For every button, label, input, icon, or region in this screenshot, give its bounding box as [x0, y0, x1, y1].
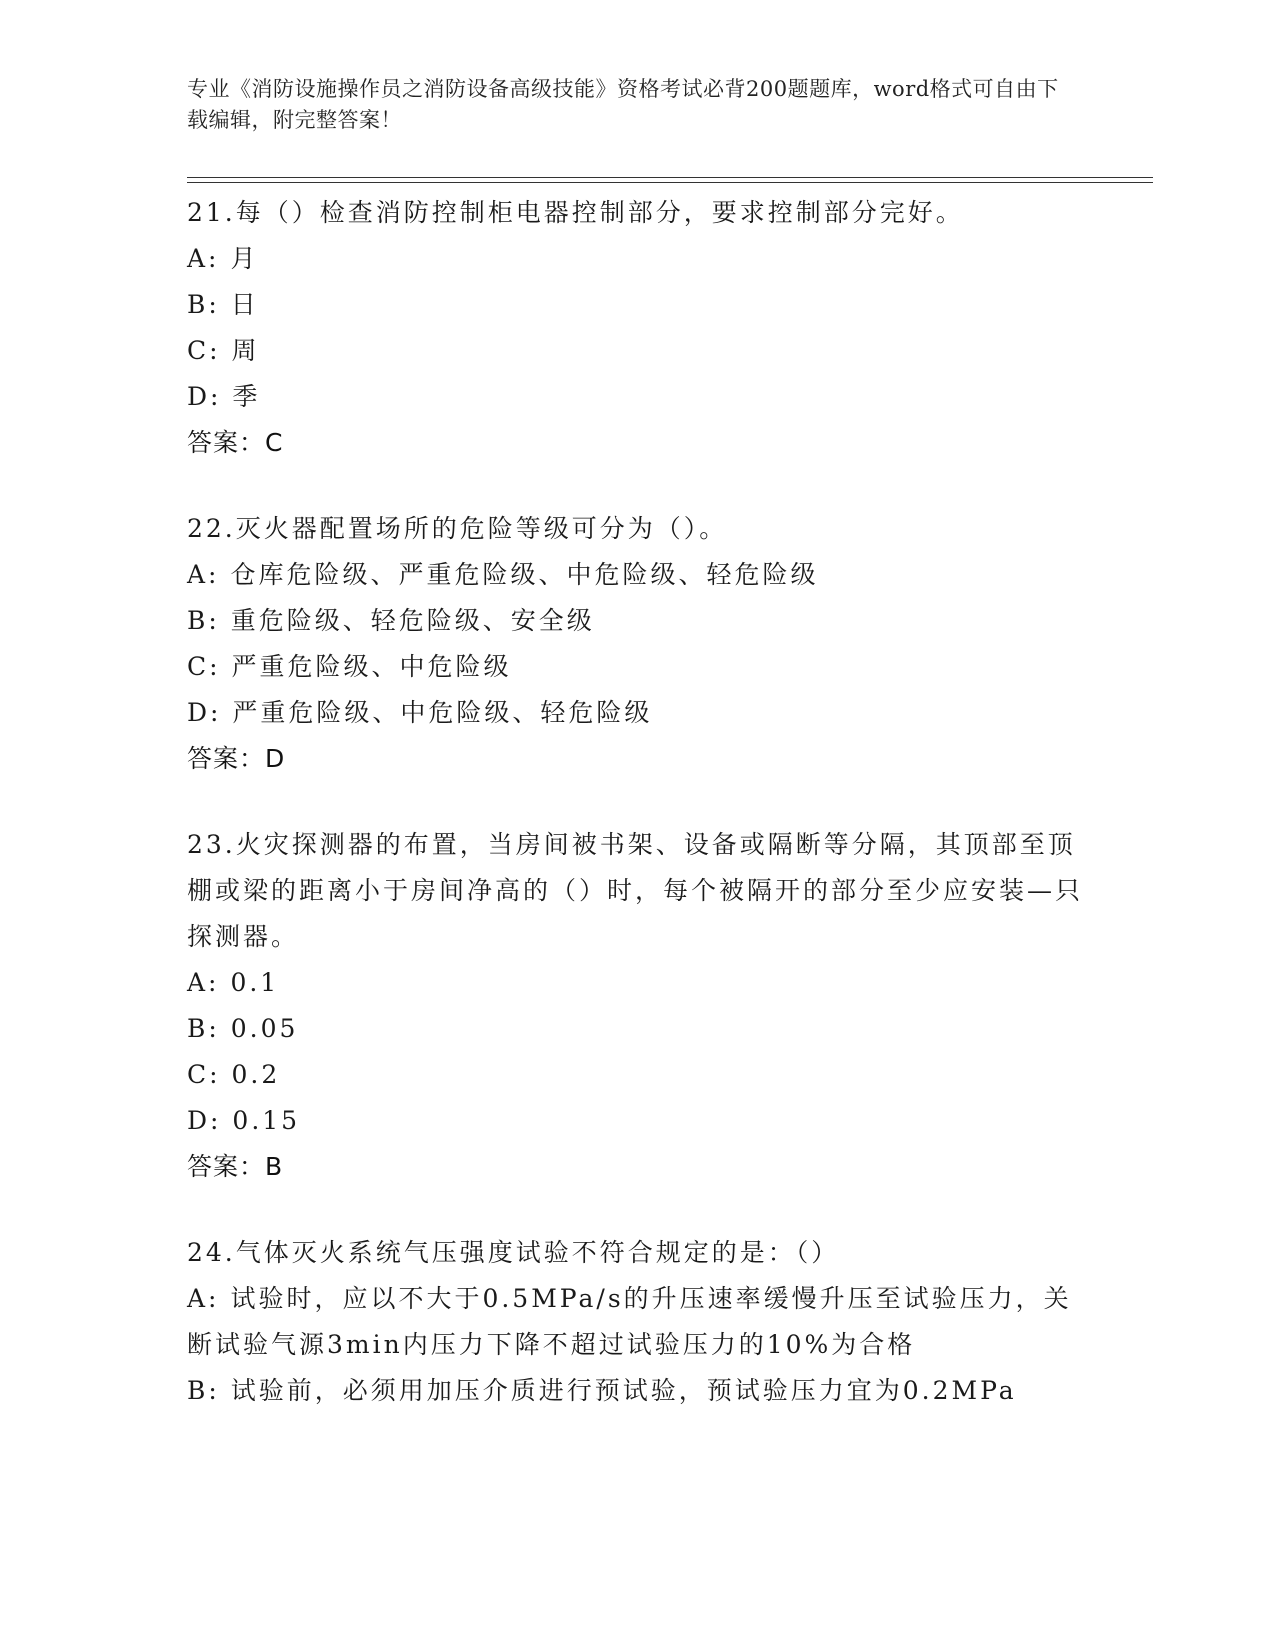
option-a	[187, 552, 1087, 598]
option-text: 试验前，必须用加压介质进行预试验，预试验压力宜为0.2MPa	[230, 1376, 1017, 1405]
option-text: 0.05	[230, 1014, 299, 1043]
question-stem: 23.火灾探测器的布置，当房间被书架、设备或隔断等分隔，其顶部至顶棚或梁的距离小于房间净高的（）时，每个被隔开的部分至少应安装—只探测器。	[187, 830, 1084, 951]
header-rule-top	[187, 177, 1153, 178]
option-label: D:	[187, 698, 222, 727]
option-c	[187, 644, 1087, 690]
option-label: B:	[187, 1014, 220, 1043]
option-label: A:	[187, 1284, 220, 1313]
option-text: 0.1	[230, 968, 280, 997]
option-text: 月	[230, 244, 259, 273]
question-list	[187, 190, 1087, 1454]
header-rule-bottom	[187, 182, 1153, 183]
answer-line: 答案：B	[187, 1152, 284, 1181]
option-label: B:	[187, 1376, 220, 1405]
document-header: 专业《消防设施操作员之消防设备高级技能》资格考试必背200题题库，word格式可自由下载编辑，附完整答案！	[187, 77, 1059, 132]
option-label: B:	[187, 606, 220, 635]
option-label: A:	[187, 968, 220, 997]
option-label: C:	[187, 336, 221, 365]
option-label: C:	[187, 1060, 221, 1089]
option-label: D:	[187, 1106, 222, 1135]
option-b	[187, 1006, 1087, 1052]
option-a	[187, 1276, 1087, 1368]
option-text: 试验时，应以不大于0.5MPa/s的升压速率缓慢升压至试验压力，关断试验气源3min内压力下降不超过试验压力的10%为合格	[187, 1284, 1072, 1359]
option-text: 日	[230, 290, 259, 319]
option-text: 仓库危险级、严重危险级、中危险级、轻危险级	[230, 560, 819, 589]
option-a	[187, 960, 1087, 1006]
option-label: A:	[187, 244, 220, 273]
option-text: 严重危险级、中危险级	[231, 652, 512, 681]
option-b	[187, 1368, 1087, 1414]
option-d	[187, 1098, 1087, 1144]
answer-line: 答案：C	[187, 428, 284, 457]
option-a	[187, 236, 1087, 282]
question-stem: 21.每（）检查消防控制柜电器控制部分，要求控制部分完好。	[187, 198, 964, 227]
option-d	[187, 374, 1087, 420]
option-label: B:	[187, 290, 220, 319]
question-24	[187, 1230, 1087, 1414]
option-label: D:	[187, 382, 222, 411]
option-c	[187, 1052, 1087, 1098]
option-text: 季	[232, 382, 261, 411]
option-text: 周	[231, 336, 260, 365]
option-text: 0.2	[231, 1060, 281, 1089]
question-22	[187, 506, 1087, 782]
question-23	[187, 822, 1087, 1190]
option-text: 0.15	[232, 1106, 301, 1135]
option-b	[187, 282, 1087, 328]
option-label: C:	[187, 652, 221, 681]
option-c	[187, 328, 1087, 374]
question-stem: 22.灭火器配置场所的危险等级可分为（）。	[187, 514, 728, 543]
option-b	[187, 598, 1087, 644]
question-21	[187, 190, 1087, 466]
answer-line: 答案：D	[187, 744, 286, 773]
question-stem: 24.气体灭火系统气压强度试验不符合规定的是：（）	[187, 1238, 840, 1267]
option-d	[187, 690, 1087, 736]
option-text: 重危险级、轻危险级、安全级	[230, 606, 595, 635]
option-label: A:	[187, 560, 220, 589]
option-text: 严重危险级、中危险级、轻危险级	[232, 698, 653, 727]
